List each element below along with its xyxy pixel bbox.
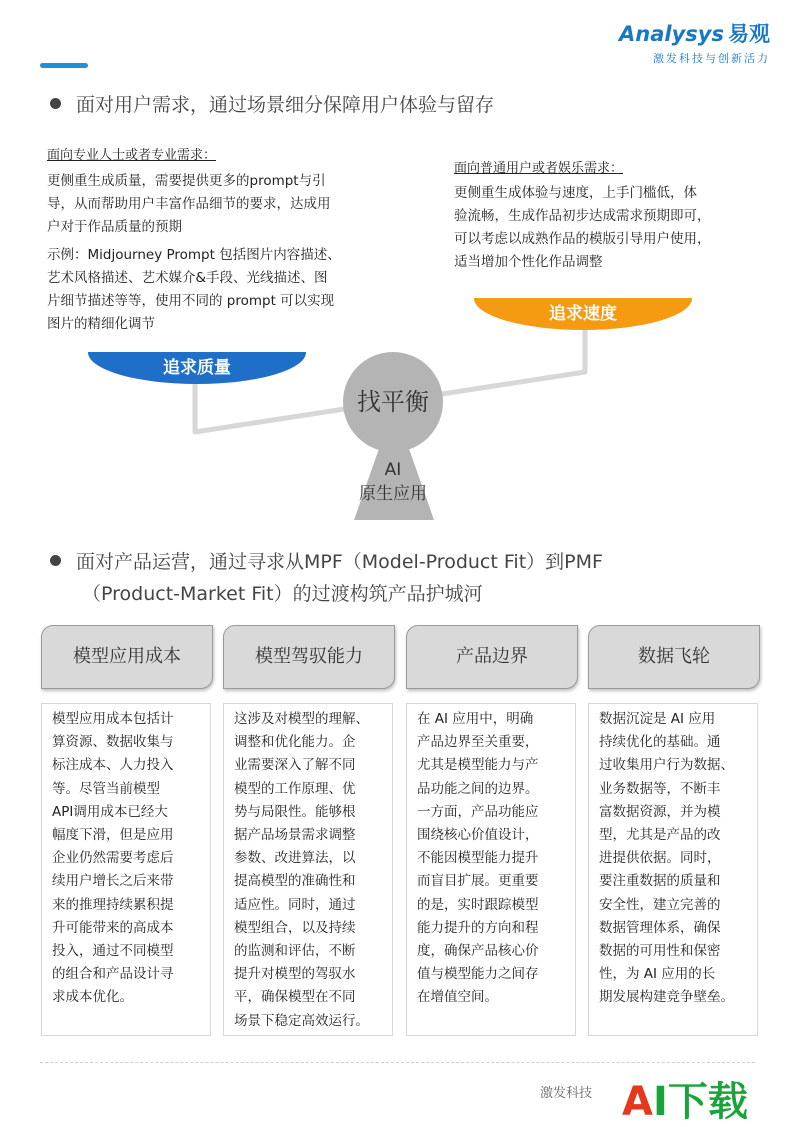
- text-line: 可以考虑以成熟作品的模版引导用户使用，: [454, 231, 711, 247]
- text-line: 的监测和评估，不断: [234, 943, 356, 960]
- text-line: 的是，实时跟踪模型: [417, 896, 539, 913]
- text-line: 据产品场景需求调整: [234, 827, 356, 844]
- ai-download-watermark: [622, 1070, 748, 1127]
- text-line: 户对于作品质量的预期: [47, 219, 182, 235]
- text-line: 模型组合，以及持续: [234, 919, 356, 936]
- watermark-a: A: [622, 1079, 653, 1125]
- text-line: 参数、改进算法，以: [234, 850, 356, 867]
- watermark-i: I: [652, 1079, 668, 1125]
- quality-cap: 追求质量: [88, 352, 306, 384]
- text-line: 尤其是模型能力与产: [417, 757, 539, 774]
- text-line: 模型的工作原理、优: [234, 780, 356, 797]
- card-model-control: [223, 703, 393, 1036]
- text-line: 品功能之间的边界。: [417, 780, 539, 797]
- ai-native-label: [330, 458, 456, 506]
- text-line: 调整和优化能力。企: [234, 734, 356, 751]
- text-line: 在增值空间。: [417, 989, 498, 1006]
- text-line: 这涉及对模型的理解、: [234, 711, 369, 727]
- bullet-dot: [50, 555, 61, 566]
- text-line: 示例：Midjourney Prompt 包括图片内容描述、: [47, 247, 341, 263]
- text-line: 安全性，建立完善的: [599, 896, 721, 913]
- text-line: 值与模型能力之间存: [417, 966, 539, 983]
- footer-text: 激发科技: [540, 1086, 593, 1101]
- tab-model-cost: 模型应用成本: [41, 625, 213, 689]
- text-line: 图片的精细化调节: [47, 316, 155, 332]
- text-line: 数据的可用性和保密: [599, 943, 721, 960]
- text-line: 续用户增长之后来带: [52, 873, 174, 890]
- text-line: 过收集用户行为数据、: [599, 757, 734, 774]
- text-line: 富数据资源，并为模: [599, 803, 721, 820]
- pro-subheading: 面向专业人士或者专业需求：: [47, 148, 217, 163]
- text-line: 数据沉淀是 AI 应用: [599, 711, 716, 727]
- tab-model-control: 模型驾驭能力: [223, 625, 395, 689]
- card-model-cost: [41, 703, 211, 1036]
- section2-heading-line2: （Product-Market Fit）的过渡构筑产品护城河: [82, 583, 483, 605]
- text-line: 模型应用成本包括计: [52, 711, 174, 727]
- text-line: 幅度下滑，但是应用: [52, 827, 174, 844]
- watermark-rest: 下载: [667, 1079, 748, 1125]
- text-line: API调用成本已经大: [52, 803, 168, 820]
- text-line: 进提供依据。同时，: [599, 850, 721, 867]
- text-line: 持续优化的基础。通: [599, 734, 721, 751]
- ai-label-line2: 原生应用: [359, 484, 427, 504]
- text-line: 在 AI 应用中，明确: [417, 711, 534, 727]
- text-line: 导，从而帮助用户丰富作品细节的要求，达成用: [47, 196, 331, 212]
- text-line: 更侧重生成质量，需要提供更多的prompt与引: [47, 173, 326, 189]
- ai-label-line1: AI: [384, 460, 402, 480]
- text-line: 求成本优化。: [52, 989, 133, 1006]
- text-line: 的组合和产品设计寻: [52, 966, 174, 983]
- text-line: 型，尤其是产品的改: [599, 827, 721, 844]
- text-line: 一方面，产品功能应: [417, 803, 539, 820]
- logo-text: Analysys: [619, 22, 724, 46]
- text-line: 要注重数据的质量和: [599, 873, 721, 890]
- text-line: 更侧重生成体验与速度，上手门槛低，体: [454, 185, 697, 201]
- text-line: 投入，通过不同模型: [52, 943, 174, 960]
- section2-heading-line1: 面对产品运营，通过寻求从MPF（Model-Product Fit）到PMF: [76, 551, 603, 573]
- balance-circle: 找平衡: [343, 352, 443, 452]
- text-line: 业务数据等，不断丰: [599, 780, 721, 797]
- text-line: 提高模型的准确性和: [234, 873, 356, 890]
- text-line: 片细节描述等等，使用不同的 prompt 可以实现: [47, 293, 335, 309]
- text-line: 艺术风格描述、艺术媒介&手段、光线描述、图: [47, 270, 328, 286]
- text-line: 来的推理持续累积提: [52, 896, 174, 913]
- text-line: 产品边界至关重要，: [417, 734, 539, 751]
- text-line: 场景下稳定高效运行。: [234, 1012, 369, 1029]
- text-line: 适当增加个性化作品调整: [454, 254, 603, 270]
- text-line: 平，确保模型在不同: [234, 989, 356, 1006]
- text-line: 围绕核心价值设计，: [417, 827, 539, 844]
- logo-cn: 易观: [728, 22, 770, 46]
- tab-product-boundary: 产品边界: [406, 625, 578, 689]
- section1-heading: 面对用户需求，通过场景细分保障用户体验与留存: [76, 94, 495, 116]
- casual-subheading: 面向普通用户或者娱乐需求：: [454, 161, 624, 176]
- text-line: 势与局限性。能够根: [234, 803, 356, 820]
- text-line: 能力提升的方向和程: [417, 919, 539, 936]
- text-line: 提升对模型的驾驭水: [234, 966, 356, 983]
- text-line: 而盲目扩展。更重要: [417, 873, 539, 890]
- logo-tagline: 激发科技与创新活力: [653, 52, 770, 65]
- text-line: 算资源、数据收集与: [52, 734, 174, 751]
- tab-data-flywheel: 数据飞轮: [588, 625, 760, 689]
- speed-cap: 追求速度: [474, 298, 692, 330]
- footer-divider: [40, 1062, 755, 1063]
- text-line: 期发展构建竞争壁垒。: [599, 989, 734, 1006]
- text-line: 不能因模型能力提升: [417, 850, 539, 867]
- text-line: 验流畅，生成作品初步达成需求预期即可，: [454, 208, 711, 224]
- text-line: 适应性。同时，通过: [234, 896, 356, 913]
- text-line: 性，为 AI 应用的长: [599, 966, 716, 983]
- text-line: 数据管理体系，确保: [599, 919, 721, 936]
- text-line: 度，确保产品核心价: [417, 943, 539, 960]
- text-line: 升可能带来的高成本: [52, 919, 174, 936]
- text-line: 企业仍然需要考虑后: [52, 850, 174, 867]
- text-line: 业需要深入了解不同: [234, 757, 356, 774]
- card-data-flywheel: [588, 703, 758, 1036]
- card-product-boundary: [406, 703, 576, 1036]
- text-line: 标注成本、人力投入: [52, 757, 174, 774]
- text-line: 等。尽管当前模型: [52, 780, 160, 797]
